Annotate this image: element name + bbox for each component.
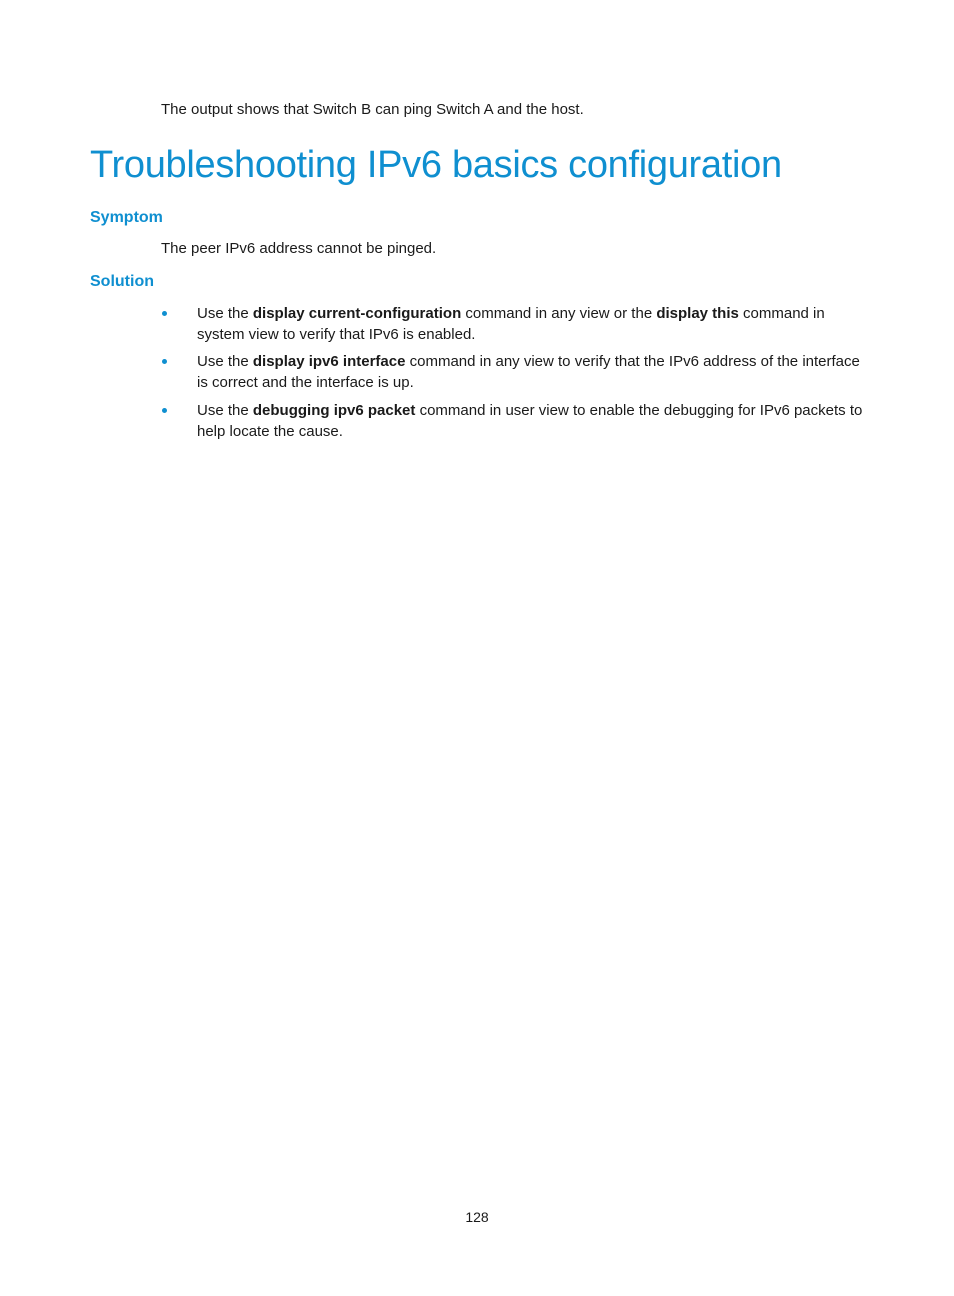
page-number: 128 bbox=[465, 1209, 489, 1225]
bullet-icon bbox=[162, 408, 167, 413]
bullet-icon bbox=[162, 311, 167, 316]
command-name: debugging ipv6 packet bbox=[252, 402, 416, 419]
solution-item-3 bbox=[161, 400, 871, 442]
solution-item-2 bbox=[161, 351, 871, 393]
symptom-heading: Symptom bbox=[90, 209, 163, 226]
symptom-text: The peer IPv6 address cannot be pinged. bbox=[161, 240, 437, 257]
command-name: display this bbox=[656, 305, 739, 322]
bullet-icon bbox=[162, 359, 167, 364]
command-name: display current-configuration bbox=[252, 305, 462, 322]
item-text: Use the bbox=[197, 402, 253, 419]
item-text: command in any view or the bbox=[461, 305, 657, 322]
command-name: display ipv6 interface bbox=[252, 353, 406, 370]
solution-list bbox=[161, 303, 871, 448]
item-text: Use the bbox=[197, 353, 253, 370]
chapter-title: Troubleshooting IPv6 basics configuration bbox=[90, 144, 782, 186]
solution-item-1 bbox=[161, 303, 871, 345]
item-text: command in user view to enable the debugging for IPv6 packets to help locate the cause. bbox=[197, 402, 863, 440]
item-text: command in system view to verify that IPv6 is enabled. bbox=[197, 305, 825, 343]
item-text: command in any view to verify that the IPv6 address of the interface is correct and the interface is up. bbox=[197, 353, 860, 391]
solution-heading: Solution bbox=[90, 273, 154, 290]
item-text: Use the bbox=[197, 305, 253, 322]
intro-paragraph: The output shows that Switch B can ping Switch A and the host. bbox=[161, 101, 584, 118]
